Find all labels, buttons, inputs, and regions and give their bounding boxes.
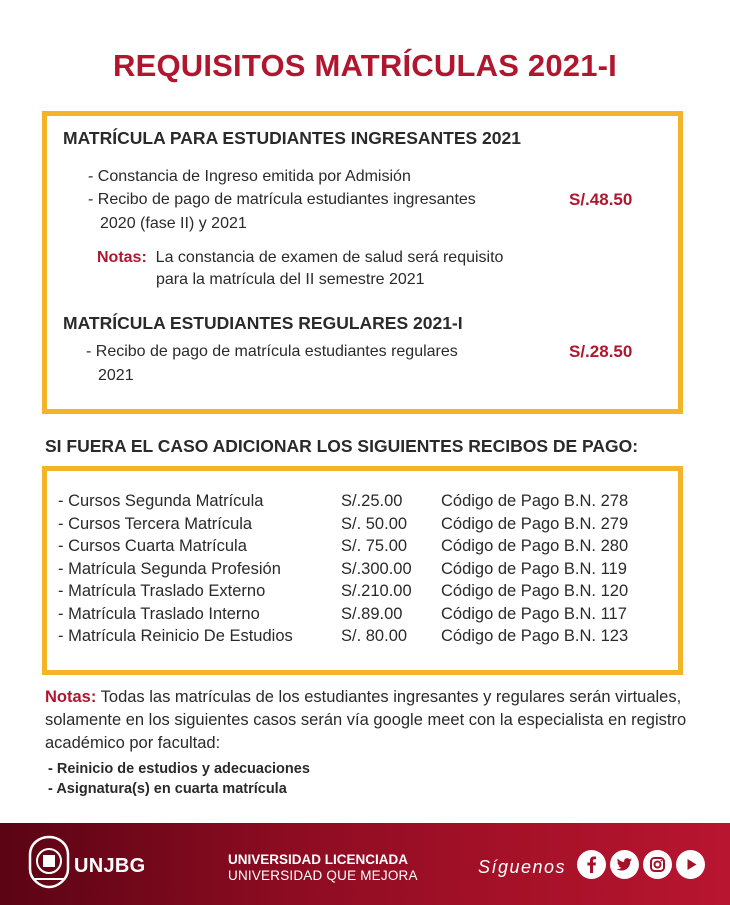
fee-code: Código de Pago B.N. 278 — [441, 492, 629, 510]
fee-row — [58, 537, 658, 559]
facebook-icon[interactable] — [577, 850, 606, 879]
fee-amt: S/.25.00 — [341, 492, 403, 510]
fee-amt: S/. 50.00 — [341, 514, 408, 533]
brand-name: UNJBG — [74, 855, 146, 877]
youtube-icon[interactable] — [676, 850, 705, 879]
fee-code: Código de Pago B.N. 120 — [441, 582, 629, 600]
fee-row — [58, 515, 658, 537]
instagram-icon[interactable] — [643, 850, 672, 879]
fee-name: - Cursos Segunda Matrícula — [58, 492, 264, 510]
additional-heading: SI FUERA EL CASO ADICIONAR LOS SIGUIENTES RECIBOS DE PAGO: — [45, 436, 639, 456]
fee-amt: S/.210.00 — [341, 582, 412, 600]
fee-code: Código de Pago B.N. 117 — [441, 604, 627, 623]
notes-label: Notas: — [97, 249, 147, 266]
fee-amt: S/.89.00 — [341, 604, 403, 623]
ingresantes-notes — [97, 247, 503, 269]
notes-text: La constancia de examen de salud será requisito — [155, 249, 504, 266]
fee-code: Código de Pago B.N. 119 — [441, 559, 627, 578]
fee-row — [58, 492, 658, 514]
fee-name: - Matrícula Reinicio De Estudios — [58, 627, 293, 645]
bullet-asignatura: - Asignatura(s) en cuarta matrícula — [48, 781, 287, 797]
regulares-item-recibo: - Recibo de pago de matrícula estudiantes regulares — [86, 343, 458, 360]
bullet-reinicio: - Reinicio de estudios y adecuaciones — [48, 761, 310, 777]
fee-amt: S/. 80.00 — [341, 627, 408, 645]
general-notes-label: Notas: — [45, 688, 97, 706]
twitter-icon[interactable] — [610, 850, 639, 879]
university-seal-icon — [28, 835, 70, 889]
fee-code: Código de Pago B.N. 280 — [441, 537, 629, 555]
regulares-heading: MATRÍCULA ESTUDIANTES REGULARES 2021-I — [63, 313, 463, 333]
regulares-price: S/.28.50 — [569, 342, 633, 361]
ingresantes-notes-cont: para la matrícula del II semestre 2021 — [156, 271, 425, 288]
regulares-item-recibo-cont: 2021 — [98, 367, 134, 384]
fee-name: - Cursos Cuarta Matrícula — [58, 537, 247, 555]
follow-label: Síguenos — [478, 857, 567, 877]
fee-name: - Matrícula Traslado Externo — [58, 582, 266, 600]
general-notes-text: Todas las matrículas de los estudiantes ingresantes y regulares serán virtuales, solamente en los siguientes casos serán vía google meet con la especialista en registro académico por facultad: — [45, 688, 687, 752]
fee-name: - Matrícula Segunda Profesión — [58, 559, 281, 578]
footer-line-mejora: UNIVERSIDAD QUE MEJORA — [228, 868, 418, 883]
fee-row — [58, 627, 658, 649]
fee-code: Código de Pago B.N. 279 — [441, 514, 629, 533]
general-notes — [45, 686, 695, 755]
fee-row — [58, 582, 658, 604]
ingresantes-item-recibo-cont: 2020 (fase II) y 2021 — [100, 215, 247, 232]
fee-amt: S/. 75.00 — [341, 537, 408, 555]
ingresantes-heading: MATRÍCULA PARA ESTUDIANTES INGRESANTES 2021 — [63, 128, 521, 148]
footer-line-licenciada: UNIVERSIDAD LICENCIADA — [228, 852, 409, 867]
ingresantes-price: S/.48.50 — [569, 190, 633, 209]
page-title: REQUISITOS MATRÍCULAS 2021-I — [113, 48, 617, 83]
fee-name: - Matrícula Traslado Interno — [58, 604, 260, 623]
fee-name: - Cursos Tercera Matrícula — [58, 514, 253, 533]
fee-row — [58, 560, 658, 582]
ingresantes-item-recibo: - Recibo de pago de matrícula estudiantes ingresantes — [88, 191, 476, 208]
ingresantes-item-constancia: - Constancia de Ingreso emitida por Admisión — [88, 168, 411, 185]
fee-row — [58, 605, 658, 627]
fee-code: Código de Pago B.N. 123 — [441, 627, 629, 645]
fee-amt: S/.300.00 — [341, 559, 412, 578]
